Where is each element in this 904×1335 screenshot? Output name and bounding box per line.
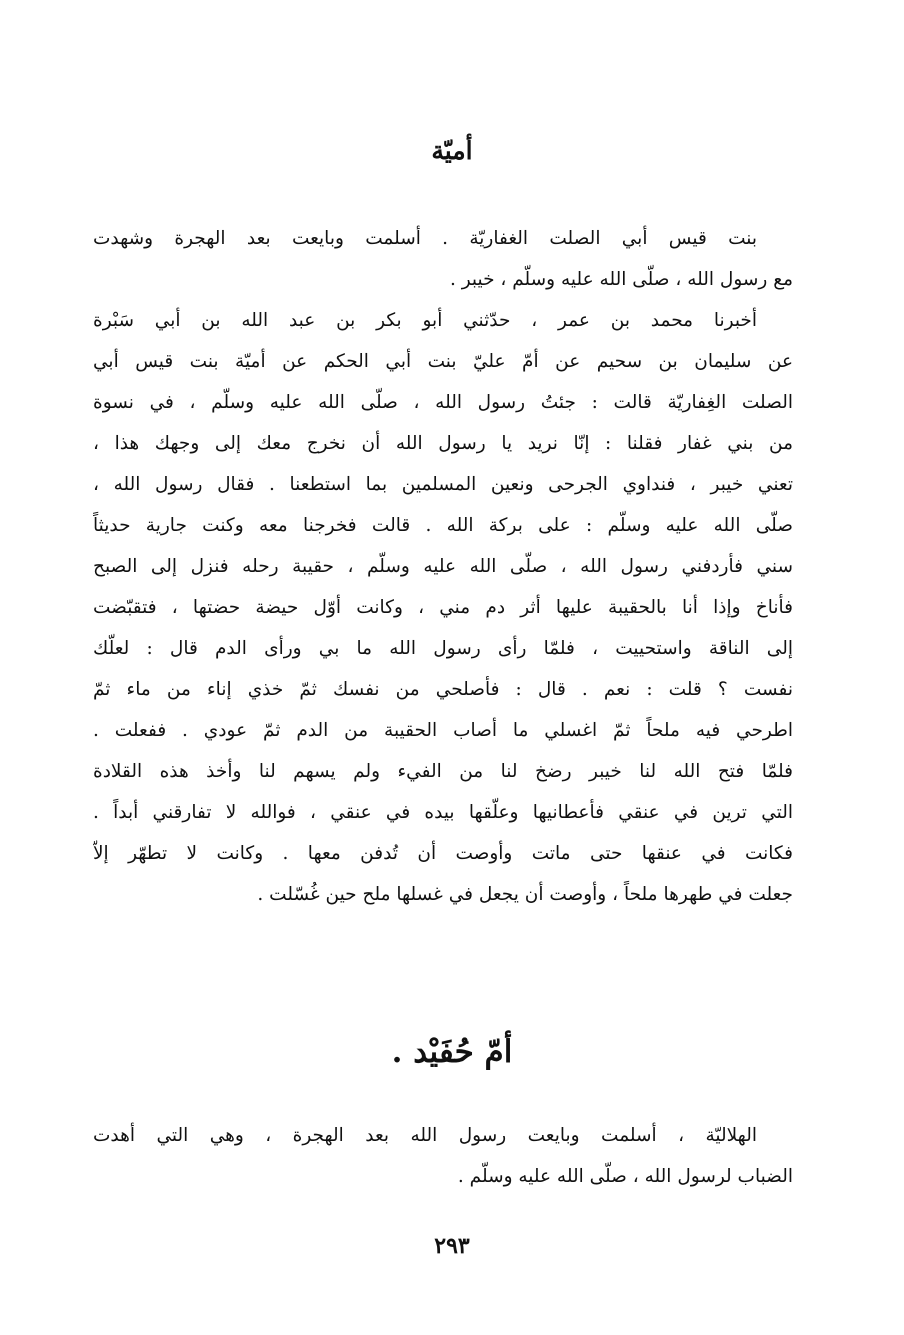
text-line: الصلت الغِفاريّة قالت : جئتُ رسول الله ، صلّى الله عليه وسلّم ، في نسوة <box>93 392 793 413</box>
text-line: من بني غفار فقلنا : إنّا نريد يا رسول الله أن نخرج معك إلى وجهك هذا ، <box>93 433 793 454</box>
biography-text-umm-hufayd <box>93 1115 793 1197</box>
text-line: الضباب لرسول الله ، صلّى الله عليه وسلّم . <box>457 1166 793 1187</box>
paragraph-narration <box>93 300 793 915</box>
text-line: فأناخ وإذا أنا بالحقيبة عليها أثر دم مني ، وكانت أوّل حيضة حضتها ، فتقبّضت <box>93 597 793 618</box>
text-line: الهلاليّة ، أسلمت وبايعت رسول الله بعد الهجرة ، وهي التي أهدت <box>93 1125 757 1146</box>
text-line: جعلت في طهرها ملحاً ، وأوصت أن يجعل في غسلها ملح حين غُسّلت . <box>257 884 793 905</box>
page-number: ٢٩٣ <box>434 1233 470 1259</box>
text-line: صلّى الله عليه وسلّم : على بركة الله . قالت فخرجنا معه وكنت جارية حديثاً <box>93 515 793 536</box>
text-line: مع رسول الله ، صلّى الله عليه وسلّم ، خيبر . <box>449 269 793 290</box>
section-title-umayya: أميّة <box>431 136 473 165</box>
text-line: تعني خيبر ، فنداوي الجرحى ونعين المسلمين بما استطعنا . فقال رسول الله ، <box>93 474 793 495</box>
text-line: بنت قيس أبي الصلت الغفاريّة . أسلمت وبايعت بعد الهجرة وشهدت <box>93 228 757 249</box>
text-line: عن سليمان بن سحيم عن أمّ عليّ بنت أبي الحكم عن أميّة بنت قيس أبي <box>93 351 793 372</box>
text-line: اطرحي فيه ملحاً ثمّ اغسلي ما أصاب الحقيبة من الدم ثمّ عودي . ففعلت . <box>93 720 793 741</box>
text-line: نفست ؟ قلت : نعم . قال : فأصلحي من نفسك ثمّ خذي إناء من ماء ثمّ <box>93 679 793 700</box>
section-title-umm-hufayd: أمّ حُفَيْد . <box>391 1034 513 1070</box>
text-line: التي ترين في عنقي فأعطانيها وعلّقها بيده في عنقي ، فوالله لا تفارقني أبداً . <box>93 802 793 823</box>
paragraph-intro <box>93 1115 793 1197</box>
text-line: فكانت في عنقها حتى ماتت وأوصت أن تُدفن معها . وكانت لا تطهّر إلاّ <box>93 843 793 864</box>
text-line: سني فأردفني رسول الله ، صلّى الله عليه وسلّم ، حقيبة رحله فنزل إلى الصبح <box>93 556 793 577</box>
paragraph-intro <box>93 218 793 300</box>
text-line: أخبرنا محمد بن عمر ، حدّثني أبو بكر بن عبد الله بن أبي سَبْرة <box>93 310 757 331</box>
text-line: إلى الناقة واستحييت ، فلمّا رأى رسول الله ما بي ورأى الدم قال : لعلّك <box>93 638 793 659</box>
text-line: فلمّا فتح الله لنا خيبر رضخ لنا من الفيء ولم يسهم لنا وأخذ هذه القلادة <box>93 761 793 782</box>
biography-text-umayya <box>93 218 793 915</box>
